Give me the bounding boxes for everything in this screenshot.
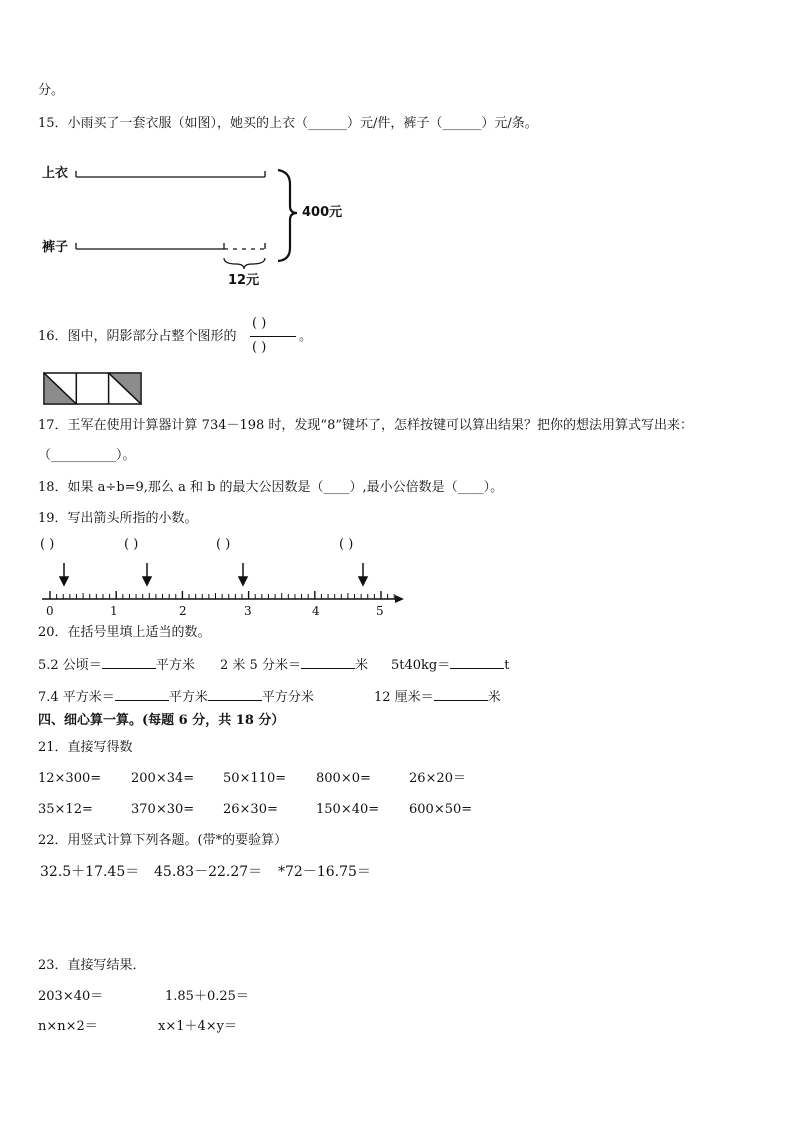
tick-label-5: 5 <box>376 604 384 618</box>
tick-label-3: 3 <box>244 604 252 618</box>
answer-paren-1: ( ) <box>40 537 55 552</box>
tick-label-0: 0 <box>46 604 54 618</box>
calc-item: 35×12= <box>38 802 93 817</box>
tick-label-4: 4 <box>312 604 320 618</box>
calc-item: x×1＋4×y＝ <box>158 1019 238 1034</box>
conversion-c: 5t40kg＝ t <box>391 658 510 673</box>
shirt-label: 上衣 <box>42 166 69 181</box>
question-19: 19．写出箭头所指的小数。 <box>38 511 198 526</box>
difference-label: 12元 <box>228 273 260 288</box>
fraction-numerator: ( ) <box>252 316 267 331</box>
pants-label: 裤子 <box>42 240 69 255</box>
calc-item: 800×0= <box>316 771 371 786</box>
calc-item: 200×34= <box>131 771 195 786</box>
answer-paren-4: ( ) <box>339 537 354 552</box>
calc-item: 203×40＝ <box>38 989 104 1004</box>
conversion-b: 2 米 5 分米＝ 米 <box>220 658 368 673</box>
calc-item: 12×300= <box>38 771 102 786</box>
answer-paren-3: ( ) <box>216 537 231 552</box>
tick-label-2: 2 <box>179 604 187 618</box>
calc-item: 50×110= <box>223 771 287 786</box>
calc-item: 26×20＝ <box>409 771 466 786</box>
question-20: 20．在括号里填上适当的数。 <box>38 625 211 640</box>
conversion-e: 12 厘米＝ 米 <box>374 690 501 705</box>
total-label: 400元 <box>302 205 343 220</box>
question-17: 17．王军在使用计算器计算 734－198 时，发现“8”键坏了，怎样按键可以算出结果？把你的想法用算式写出来： <box>38 418 693 433</box>
calc-item: 600×50= <box>409 802 473 817</box>
section-heading: 四、细心算一算。(每题 6 分，共 18 分） <box>38 713 285 728</box>
calc-item: 1.85＋0.25＝ <box>165 989 249 1004</box>
question-15: 15．小雨买了一套衣服（如图），她买的上衣（______）元/件，裤子（______）元/条。 <box>38 116 538 131</box>
blank[interactable] <box>102 656 156 669</box>
calc-item: n×n×2＝ <box>38 1019 98 1034</box>
answer-fraction <box>250 316 298 358</box>
conversion-a: 5.2 公顷＝ 平方米 <box>38 658 195 673</box>
tick-label-1: 1 <box>110 604 118 618</box>
question-22: 22．用竖式计算下列各题。(带*的要验算） <box>38 833 288 848</box>
continued-text: 分。 <box>38 83 65 98</box>
calc-item: 26×30= <box>223 802 278 817</box>
conversion-d: 7.4 平方米＝ 平方米 平方分米 <box>38 690 314 705</box>
blank[interactable] <box>208 688 262 701</box>
blank[interactable] <box>301 656 355 669</box>
question-18: 18．如果 a÷b=9,那么 a 和 b 的最大公因数是（____）,最小公倍数是（____）。 <box>38 480 504 495</box>
question-16-end: 。 <box>299 329 313 344</box>
question-21: 21．直接写得数 <box>38 740 133 755</box>
fraction-bar <box>250 336 296 337</box>
calc-item: 150×40= <box>316 802 380 817</box>
vertical-calc-item: 32.5＋17.45＝ <box>40 864 140 880</box>
blank[interactable] <box>434 688 488 701</box>
question-23: 23．直接写结果． <box>38 958 146 973</box>
question-16: 16．图中，阴影部分占整个图形的 <box>38 329 237 344</box>
blank[interactable] <box>115 688 169 701</box>
blank[interactable] <box>450 656 504 669</box>
vertical-calc-item: 45.83－22.27＝ <box>154 864 263 880</box>
vertical-calc-item: *72－16.75＝ <box>278 864 371 880</box>
question-17-answer: （__________）。 <box>38 448 136 463</box>
answer-paren-2: ( ) <box>124 537 139 552</box>
calc-item: 370×30= <box>131 802 195 817</box>
fraction-denominator: ( ) <box>252 340 267 355</box>
